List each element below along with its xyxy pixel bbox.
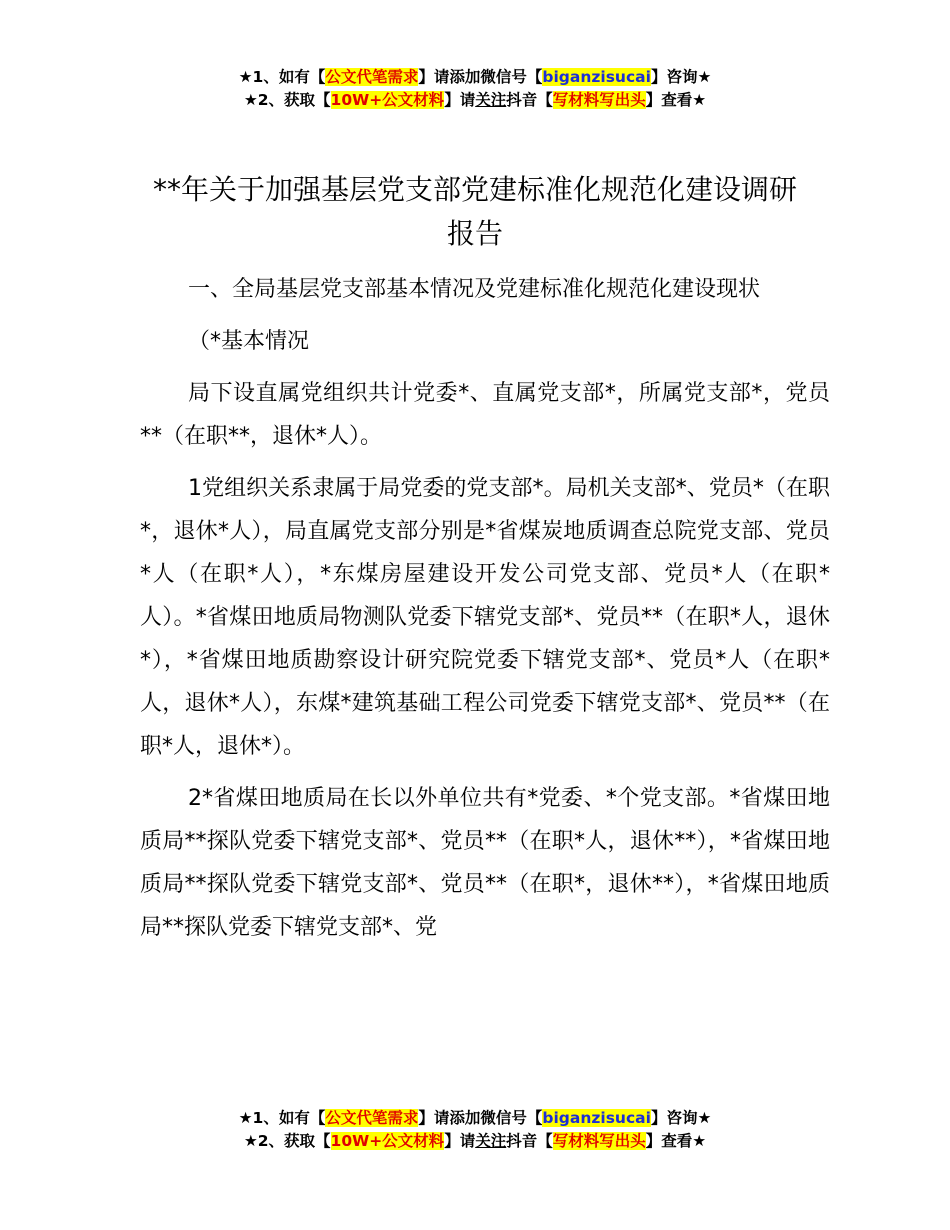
promo-text: ★1、如有【: [238, 68, 326, 86]
promo-text: 抖音【: [506, 91, 553, 109]
promo-text: 抖音【: [506, 1132, 553, 1150]
promo-highlight: 公文代笔需求: [325, 68, 419, 86]
promo-line-2: [0, 1130, 950, 1153]
promo-text: 】请: [444, 1132, 476, 1150]
promo-highlight: 写材料写出头: [552, 1132, 646, 1150]
promo-highlight: 写材料写出头: [552, 91, 646, 109]
promo-line-1: [0, 1107, 950, 1130]
promo-text: 】查看★: [645, 1132, 707, 1150]
wechat-id: biganzisucai: [542, 68, 651, 86]
paragraph: 局下设直属党组织共计党委*、直属党支部*，所属党支部*，党员**（在职**，退休*人）。: [140, 381, 830, 449]
promo-line-1: [0, 66, 950, 89]
promo-highlight: 10W+公文材料: [330, 1132, 445, 1150]
promo-text: 】咨询★: [650, 68, 712, 86]
promo-text: ★1、如有【: [238, 1109, 326, 1127]
promo-underlined: 关注: [475, 1132, 507, 1150]
promo-line-2: [0, 89, 950, 112]
promo-banner-bottom: [0, 1107, 950, 1153]
promo-text: ★2、获取【: [243, 91, 331, 109]
promo-highlight: 公文代笔需求: [325, 1109, 419, 1127]
promo-underlined: 关注: [475, 91, 507, 109]
paragraph: 1党组织关系隶属于局党委的党支部*。局机关支部*、党员*（在职*，退休*人），局直属党支部分别是*省煤炭地质调查总院党支部、党员*人（在职*人），*东煤房屋建设开发公司党支部、党员*人（在职*人）。*省煤田地质局物测队党委下辖党支部*、党员**（在职*人，退休*），*省煤田地质勘察设计研究院党委下辖党支部*、党员*人（在职*人，退休*人），东煤*建筑基础工程公司党委下辖党支部*、党员**（在职*人，退休*）。: [140, 476, 830, 759]
promo-banner-top: [0, 66, 950, 112]
promo-text: 】请: [444, 91, 476, 109]
promo-text: ★2、获取【: [243, 1132, 331, 1150]
promo-text: 】请添加微信号【: [418, 68, 543, 86]
subsection-heading: （*基本情况: [188, 329, 310, 354]
promo-text: 】咨询★: [650, 1109, 712, 1127]
promo-text: 】查看★: [645, 91, 707, 109]
wechat-id: biganzisucai: [542, 1109, 651, 1127]
document-body: [140, 268, 830, 958]
promo-highlight: 10W+公文材料: [330, 91, 445, 109]
paragraph: 2*省煤田地质局在长以外单位共有*党委、*个党支部。*省煤田地质局**探队党委下辖党支部*、党员**（在职*人，退休**），*省煤田地质局**探队党委下辖党支部*、党员**（在职*，退休**），*省煤田地质局**探队党委下辖党支部*、党: [140, 786, 830, 940]
section-heading: 一、全局基层党支部基本情况及党建标准化规范化建设现状: [188, 277, 761, 302]
document-title: **年关于加强基层党支部党建标准化规范化建设调研报告: [152, 173, 797, 250]
promo-text: 】请添加微信号【: [418, 1109, 543, 1127]
